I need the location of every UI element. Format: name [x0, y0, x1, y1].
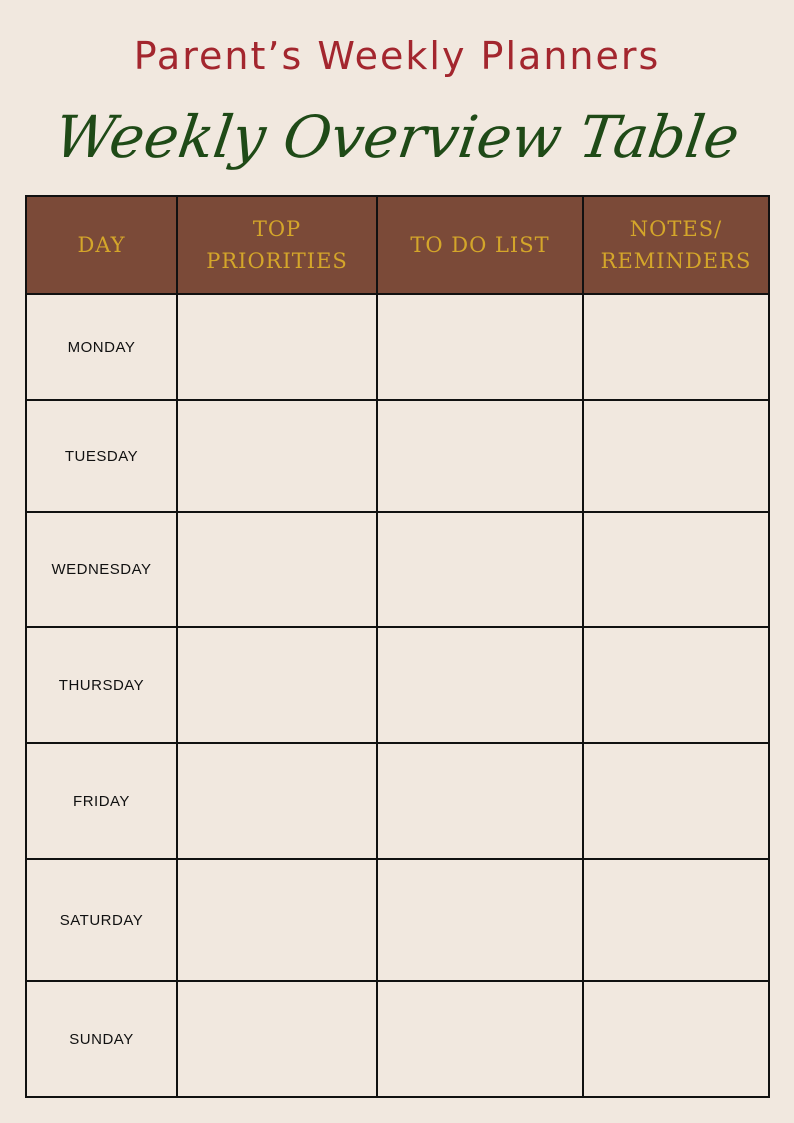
page-title: Parent’s Weekly Planners: [133, 34, 661, 78]
notes-cell[interactable]: [583, 294, 769, 400]
table-row-thursday: [26, 627, 769, 743]
day-cell: MONDAY: [26, 294, 177, 400]
todo-cell[interactable]: [377, 627, 583, 743]
priorities-cell[interactable]: [177, 743, 377, 859]
todo-cell[interactable]: [377, 512, 583, 627]
todo-cell[interactable]: [377, 981, 583, 1097]
table-row-monday: [26, 294, 769, 400]
column-header-label: PRIORITIES: [206, 249, 348, 273]
notes-cell[interactable]: [583, 859, 769, 981]
day-cell: THURSDAY: [26, 627, 177, 743]
priorities-cell[interactable]: [177, 859, 377, 981]
priorities-cell[interactable]: [177, 512, 377, 627]
todo-cell[interactable]: [377, 294, 583, 400]
column-header-label: TOP: [252, 217, 302, 241]
column-header-label: DAY: [77, 233, 126, 257]
table-row-tuesday: [26, 400, 769, 512]
column-header-label: TO DO LIST: [410, 233, 550, 257]
weekly-overview-table: [25, 195, 770, 1098]
todo-cell[interactable]: [377, 400, 583, 512]
table-header-row: [26, 196, 769, 294]
day-cell: TUESDAY: [26, 400, 177, 512]
day-cell: SUNDAY: [26, 981, 177, 1097]
priorities-cell[interactable]: [177, 294, 377, 400]
table-row-friday: [26, 743, 769, 859]
table-row-saturday: [26, 859, 769, 981]
column-header-notes-reminders: [583, 196, 769, 294]
todo-cell[interactable]: [377, 859, 583, 981]
column-header-top-priorities: [177, 196, 377, 294]
table-row-wednesday: [26, 512, 769, 627]
priorities-cell[interactable]: [177, 627, 377, 743]
day-cell: WEDNESDAY: [26, 512, 177, 627]
priorities-cell[interactable]: [177, 400, 377, 512]
column-header-day: [26, 196, 177, 294]
notes-cell[interactable]: [583, 400, 769, 512]
day-cell: FRIDAY: [26, 743, 177, 859]
notes-cell[interactable]: [583, 627, 769, 743]
todo-cell[interactable]: [377, 743, 583, 859]
notes-cell[interactable]: [583, 512, 769, 627]
priorities-cell[interactable]: [177, 981, 377, 1097]
column-header-label: REMINDERS: [600, 249, 752, 273]
table-row-sunday: [26, 981, 769, 1097]
notes-cell[interactable]: [583, 743, 769, 859]
day-cell: SATURDAY: [26, 859, 177, 981]
notes-cell[interactable]: [583, 981, 769, 1097]
column-header-label: NOTES/: [629, 217, 723, 241]
column-header-to-do-list: [377, 196, 583, 294]
page-subtitle: Weekly Overview Table: [50, 103, 744, 171]
